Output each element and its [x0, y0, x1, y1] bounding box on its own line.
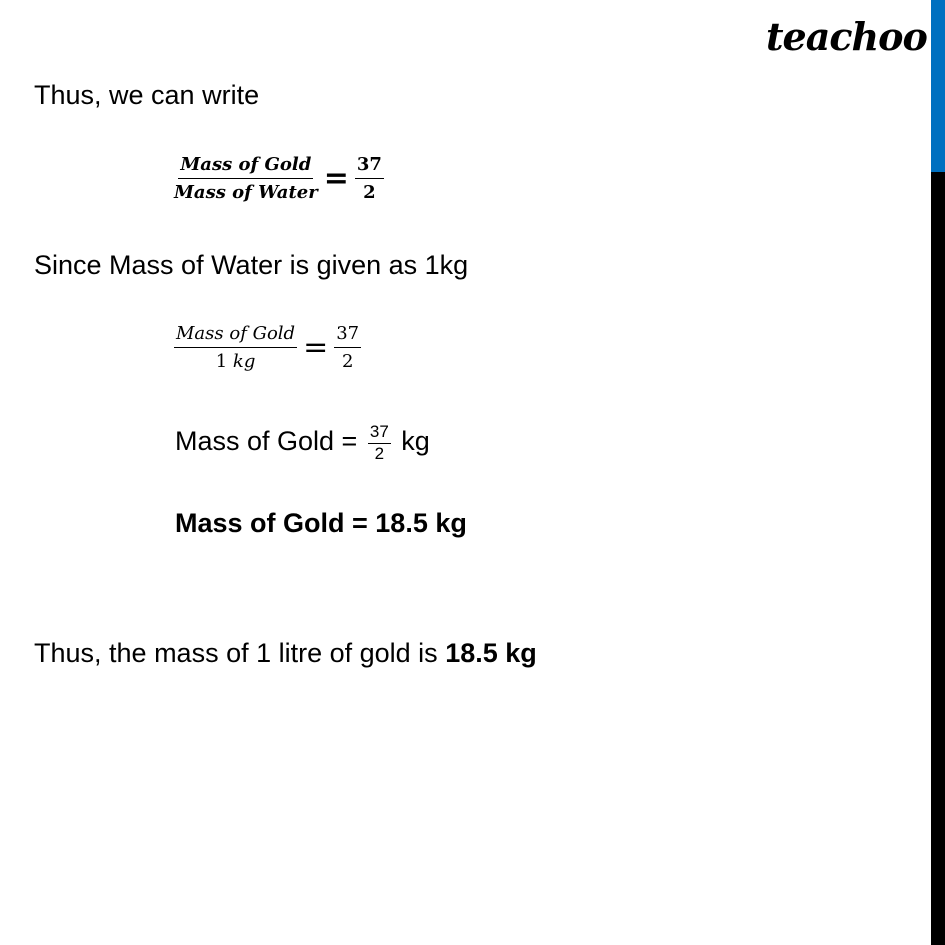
accent-bar-blue: [931, 0, 945, 172]
fraction-numerator: 37: [368, 422, 391, 444]
ratio-numerator: 37: [355, 154, 384, 179]
ratio-numerator: 37: [334, 323, 361, 348]
answer: 18.5 kg: [445, 638, 537, 668]
equation-substituted: [174, 323, 361, 372]
ratio-denominator: 2: [363, 182, 376, 203]
accent-bar-black: [931, 172, 945, 945]
denominator-value: 1: [215, 351, 228, 372]
conclusion-text: Thus, the mass of 1 litre of gold is: [34, 638, 438, 668]
numerator: Mass of Gold: [174, 323, 297, 348]
equals-sign: =: [303, 330, 329, 365]
equation-ratio: [174, 154, 384, 203]
intro-text: Thus, we can write: [34, 80, 260, 110]
fraction-denominator: 2: [374, 444, 385, 463]
ratio-denominator: 2: [341, 351, 354, 372]
equals-sign: =: [323, 161, 349, 196]
mass-fraction-line: [175, 422, 430, 464]
teachoo-logo: teachoo: [766, 14, 927, 59]
unit: kg: [401, 426, 430, 457]
mass-label: Mass of Gold =: [175, 426, 358, 457]
denominator: Mass of Water: [174, 182, 318, 203]
given-text: Since Mass of Water is given as 1kg: [34, 250, 469, 280]
denominator-unit: kg: [232, 351, 256, 372]
conclusion-line: [34, 638, 537, 669]
result-line: Mass of Gold = 18.5 kg: [175, 508, 467, 538]
numerator: Mass of Gold: [178, 154, 313, 179]
